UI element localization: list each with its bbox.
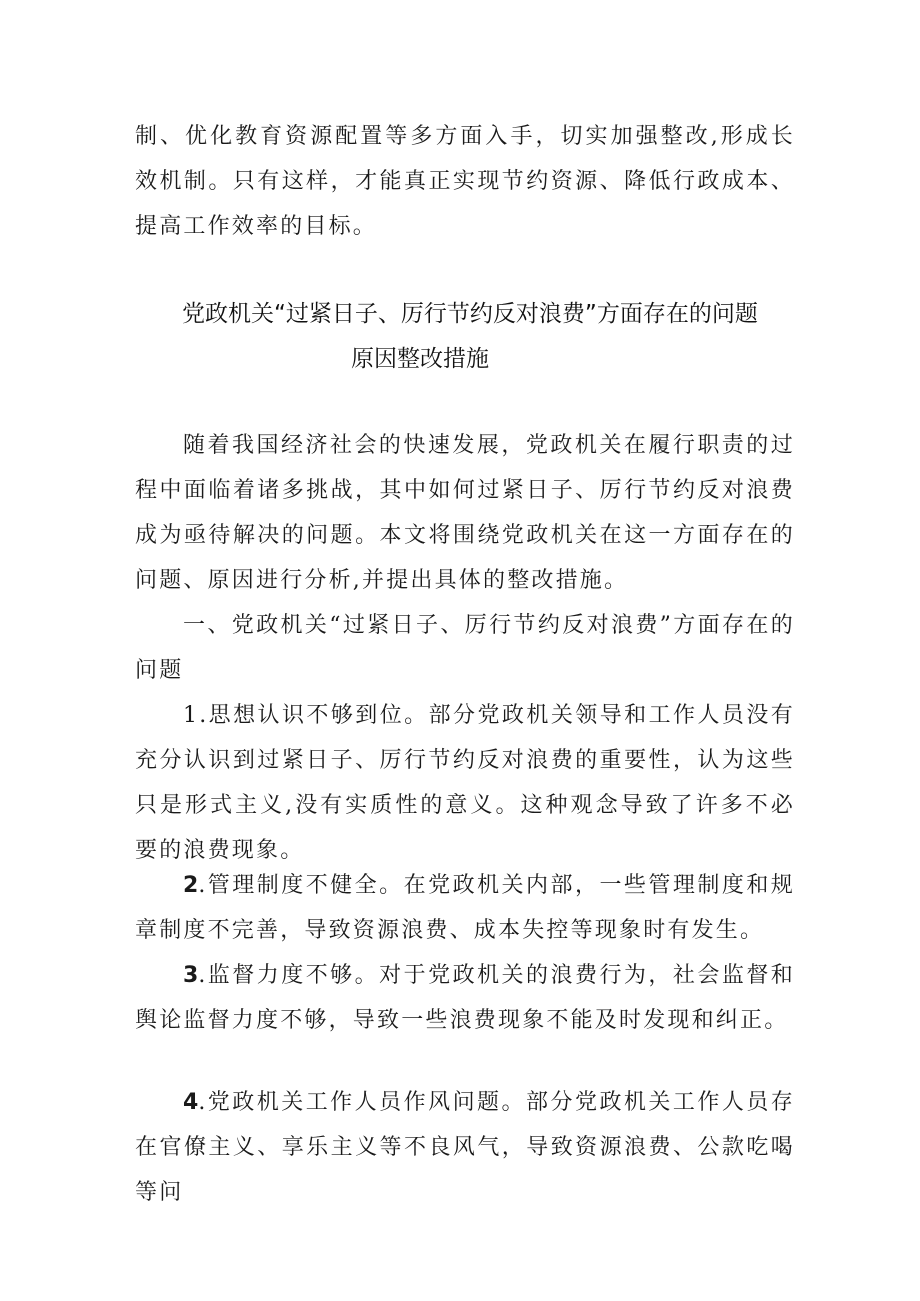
document-title-line-2: 原因整改措施 bbox=[351, 346, 489, 372]
document-title-line-1: 党政机关“过紧日子、厉行节约反对浪费”方面存在的问题 bbox=[182, 301, 758, 327]
item-3-text: .监督力度不够。对于党政机关的浪费行为，社会监督和舆论监督力度不够，导致一些浪费现象不能及时发现和纠正。 bbox=[135, 963, 795, 1033]
item-3-paragraph bbox=[135, 953, 795, 1043]
opening-paragraph: 随着我国经济社会的快速发展，党政机关在履行职责的过程中面临着诸多挑战，其中如何过紧日子、厉行节约反对浪费成为亟待解决的问题。本文将围绕党政机关在这一方面存在的问题、原因进行分析,并提出具体的整改措施。 bbox=[135, 433, 795, 593]
item-2-paragraph bbox=[135, 863, 795, 953]
intro-continuation-paragraph: 制、优化教育资源配置等多方面入手，切实加强整改,形成长效机制。只有这样，才能真正实现节约资源、降低行政成本、提高工作效率的目标。 bbox=[135, 124, 795, 239]
item-2-number: 2 bbox=[183, 873, 199, 898]
item-1-text: 思想认识不够到位。部分党政机关领导和工作人员没有充分认识到过紧日子、厉行节约反对浪费的重要性，认为这些只是形式主义,没有实质性的意义。这种观念导致了许多不必要的浪费现象。 bbox=[135, 703, 795, 863]
item-4-paragraph bbox=[135, 1080, 795, 1215]
item-4-number: 4 bbox=[183, 1090, 199, 1115]
item-4-text: .党政机关工作人员作风问题。部分党政机关工作人员存在官僚主义、享乐主义等不良风气，导致资源浪费、公款吃喝等问 bbox=[135, 1090, 795, 1205]
item-2-text: .管理制度不健全。在党政机关内部，一些管理制度和规章制度不完善，导致资源浪费、成本失控等现象时有发生。 bbox=[135, 873, 795, 943]
item-1-number: 1. bbox=[183, 703, 209, 728]
section-one-heading: 一、党政机关“过紧日子、厉行节约反对浪费”方面存在的问题 bbox=[135, 613, 795, 683]
item-1-paragraph bbox=[135, 693, 795, 873]
item-3-number: 3 bbox=[183, 963, 199, 988]
